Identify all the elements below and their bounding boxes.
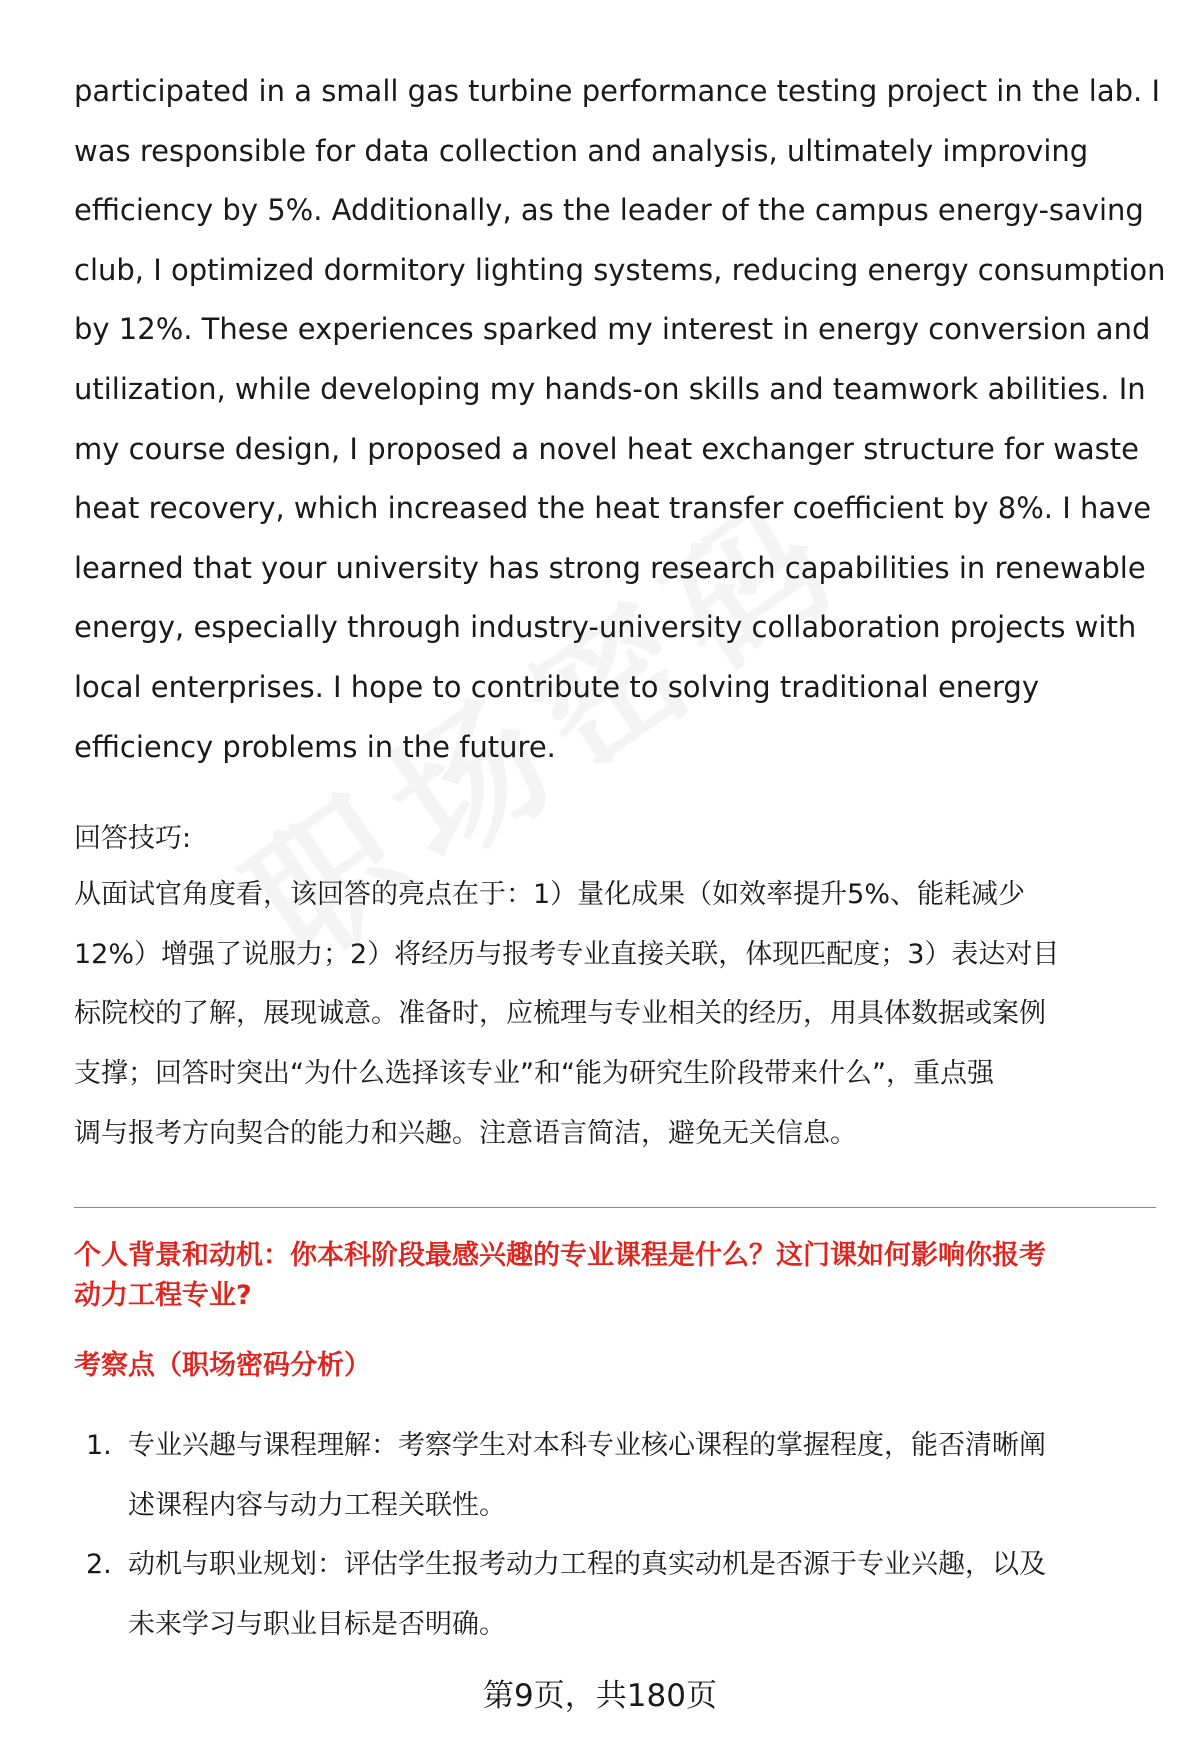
list-line: 未来学习与职业目标是否明确。 <box>128 1608 506 1640</box>
paragraph-line: club, I optimized dormitory lighting systems, reducing energy consumption <box>74 252 1166 287</box>
list-number: 1. <box>86 1430 112 1462</box>
question-line: 动力工程专业? <box>74 1280 252 1312</box>
paragraph-line: by 12%. These experiences sparked my interest in energy conversion and <box>74 312 1151 347</box>
question-line: 个人背景和动机：你本科阶段最感兴趣的专业课程是什么？这门课如何影响你报考 <box>74 1240 1046 1272</box>
paragraph-line: participated in a small gas turbine performance testing project in the lab. I <box>74 74 1160 108</box>
tips-body <box>74 865 1156 1163</box>
list-line: 专业兴趣与课程理解：考察学生对本科专业核心课程的掌握程度，能否清晰阐 <box>128 1430 1046 1462</box>
tips-line: 从面试官角度看，该回答的亮点在于：1）量化成果（如效率提升5%、能耗减少 <box>74 879 1026 911</box>
section-heading: 考察点（职场密码分析） <box>74 1350 371 1382</box>
tips-line: 支撑；回答时突出“为什么选择该专业”和“能为研究生阶段带来什么”，重点强 <box>74 1057 994 1089</box>
section-divider <box>74 1207 1156 1208</box>
list-line: 述课程内容与动力工程关联性。 <box>128 1489 506 1521</box>
paragraph-line: heat recovery, which increased the heat transfer coefficient by 8%. I have <box>74 491 1152 526</box>
document-page <box>74 62 1166 1654</box>
paragraph-line: efficiency problems in the future. <box>74 729 556 764</box>
tips-line: 标院校的了解，展现诚意。准备时，应梳理与专业相关的经历，用具体数据或案例 <box>74 998 1046 1030</box>
page-number: 第9页，共180页 <box>483 1678 717 1714</box>
paragraph-line: my course design, I proposed a novel heat exchanger structure for waste <box>74 431 1139 466</box>
paragraph-line: learned that your university has strong research capabilities in renewable <box>74 550 1146 585</box>
points-list <box>74 1416 1156 1654</box>
paragraph-line: efficiency by 5%. Additionally, as the leader of the campus energy-saving <box>74 193 1144 228</box>
tips-line: 12%）增强了说服力；2）将经历与报考专业直接关联，体现匹配度；3）表达对目 <box>74 938 1060 970</box>
paragraph-line: local enterprises. I hope to contribute to solving traditional energy <box>74 669 1040 704</box>
paragraph-line: energy, especially through industry-university collaboration projects with <box>74 610 1137 645</box>
tips-line: 调与报考方向契合的能力和兴趣。注意语言简洁，避免无关信息。 <box>74 1117 857 1149</box>
list-line: 动机与职业规划：评估学生报考动力工程的真实动机是否源于专业兴趣，以及 <box>128 1549 1046 1581</box>
list-item <box>74 1535 1156 1654</box>
paragraph-line: was responsible for data collection and analysis, ultimately improving <box>74 133 1089 168</box>
paragraph-line: utilization, while developing my hands-on skills and teamwork abilities. In <box>74 371 1146 406</box>
question-heading <box>74 1236 1156 1316</box>
tips-label: 回答技巧: <box>74 823 192 855</box>
answer-paragraph <box>74 62 1166 777</box>
list-number: 2. <box>86 1549 112 1581</box>
list-item <box>74 1416 1156 1535</box>
